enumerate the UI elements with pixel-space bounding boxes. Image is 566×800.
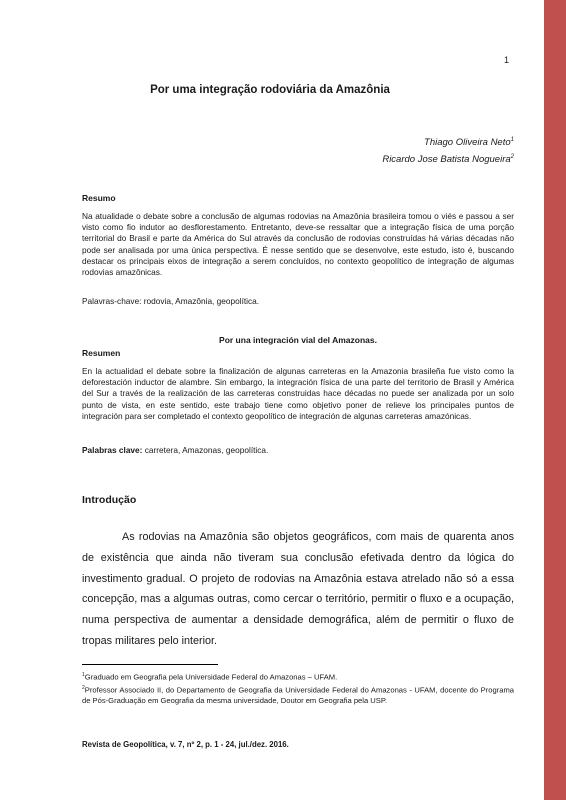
resumen-title: Por una integración vial del Amazonas. (219, 335, 377, 345)
resumen-keywords (82, 445, 268, 455)
author-list (382, 133, 514, 167)
author-note-mark: 2 (510, 154, 514, 161)
resumo-heading: Resumo (82, 193, 116, 203)
resumen-keywords-values: carretera, Amazonas, geopolítica. (142, 445, 269, 455)
decorative-side-bar (544, 0, 566, 800)
footnote-mark: 2 (82, 685, 85, 691)
footnote-1 (82, 670, 514, 683)
author-note-mark: 1 (510, 137, 514, 143)
author-1 (382, 133, 514, 150)
resumen-keywords-label: Palabras clave: (82, 445, 143, 455)
author-name: Ricardo Jose Batista Nogueira (382, 154, 511, 166)
page-number: 1 (504, 55, 510, 65)
resumo-text: Na atualidade o debate sobre a conclusão de algumas rodovias na Amazônia brasileira tomou o viés e passou a ser visto como fio indutor ao desflorestamento. Entretanto, deve-se ressaltar que a integração física de uma porção territorial do Brasil e parte da América do Sul através da conclusão de rodovias construídas há várias décadas não pode ser analisada por uma única perspectiva. É nesse sentido que se desenvolve, este estudo, isto é, buscando destacar os principais eixos de integração a serem concluídos, no contexto geopolítico de integração de algumas rodovias amazônicas. (82, 211, 514, 278)
footnote-text: Graduado em Geografia pela Universidade Federal do Amazonas – UFAM. (84, 672, 338, 682)
paper-title: Por uma integração rodoviária da Amazônia (150, 84, 390, 96)
journal-citation: Revista de Geopolítica, v. 7, nº 2, p. 1 - 24, jul./dez. 2016. (82, 740, 289, 749)
footnote-mark: 1 (82, 672, 85, 678)
intro-paragraph: As rodovias na Amazônia são objetos geográficos, com mais de quarenta anos de existência que ainda não tiveram sua conclusão efetivada dentro da lógica do investimento gradual. O projeto de rodovias na Amazônia estava atrelado não só a essa concepção, mas a algumas outras, como cercar o território, permitir o fluxo e a ocupação, numa perspectiva de aumentar a densidade demográfica, além de permitir o fluxo de tropas militares pelo interior. (82, 531, 514, 647)
resumo-keywords: Palavras-chave: rodovia, Amazônia, geopolítica. (82, 296, 260, 306)
intro-heading: Introdução (82, 494, 137, 506)
footnote-text: Professor Associado II, do Departamento de Geografia da Universidade Federal do Amazonas - UFAM, docente do Programa de Pós-Graduação em Geografia da mesma universidade, Doutor em Geografia pela USP. (82, 685, 514, 705)
resumen-heading: Resumen (82, 348, 121, 358)
footnote-divider (82, 664, 218, 665)
footnote-2 (82, 683, 514, 706)
resumen-text: En la actualidad el debate sobre la finalización de algunas carreteras en la Amazonia brasileña fue visto como la deforestación inductor de alambre. Sin embargo, la integración física de una parte del territorio de Brasil y América del Sur a través de la realización de las carreteras construidas hace décadas no puede ser analizada por un solo punto de vista, en este sentido, este trabajo tiene como objetivo poner de relieve los principales puntos de integración para ser completado el contexto geopolítico de integración de algunas carreteras amazónicas. (82, 366, 514, 421)
author-2 (382, 150, 514, 167)
author-name: Thiago Oliveira Neto (424, 137, 511, 149)
